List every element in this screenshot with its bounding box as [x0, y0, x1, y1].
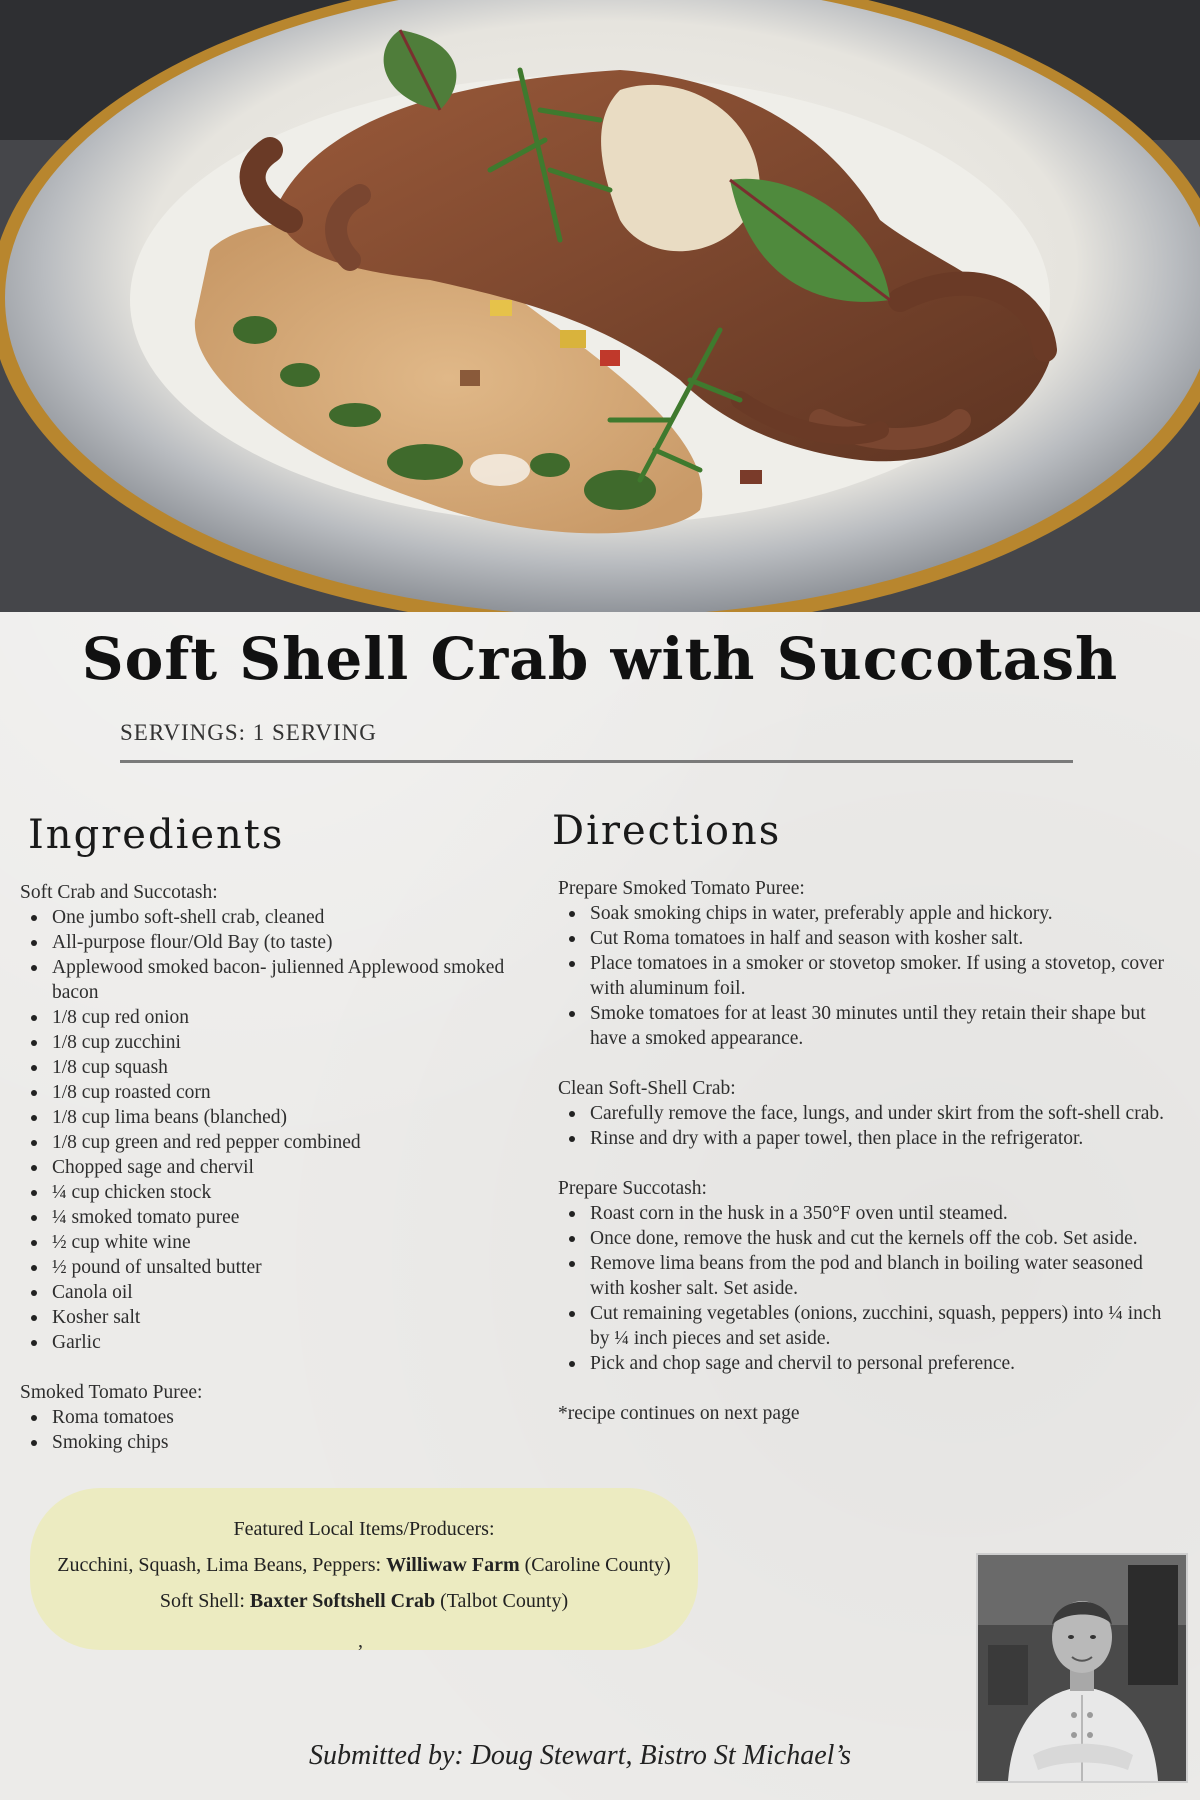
direction-step: Smoke tomatoes for at least 30 minutes until they retain their shape but have a smoked appearance. — [590, 1001, 1180, 1051]
direction-step: Roast corn in the husk in a 350°F oven until steamed. — [590, 1201, 1180, 1226]
direction-section-list — [558, 1201, 1180, 1376]
ingredient-item: ½ pound of unsalted butter — [52, 1255, 540, 1280]
direction-step: Place tomatoes in a smoker or stovetop smoker. If using a stovetop, cover with aluminum foil. — [590, 951, 1180, 1001]
ingredient-item: Garlic — [52, 1330, 540, 1355]
direction-step: Rinse and dry with a paper towel, then place in the refrigerator. — [590, 1126, 1180, 1151]
direction-step: Pick and chop sage and chervil to personal preference. — [590, 1351, 1180, 1376]
ingredient-item: Smoking chips — [52, 1430, 540, 1455]
featured-producers-box — [30, 1488, 698, 1650]
ingredient-section-list — [20, 905, 540, 1355]
ingredient-item: One jumbo soft-shell crab, cleaned — [52, 905, 540, 930]
producer-line-2 — [30, 1590, 698, 1613]
ingredient-section-title: Smoked Tomato Puree: — [20, 1382, 203, 1403]
producer-county: (Caroline County) — [519, 1554, 671, 1576]
producer-items: Zucchini, Squash, Lima Beans, Peppers: — [57, 1554, 387, 1576]
direction-section-list — [558, 1101, 1180, 1151]
direction-section-title: Prepare Smoked Tomato Puree: — [558, 878, 805, 899]
ingredient-item: 1/8 cup roasted corn — [52, 1080, 540, 1105]
ingredient-item: All-purpose flour/Old Bay (to taste) — [52, 930, 540, 955]
direction-section-title: Prepare Succotash: — [558, 1178, 707, 1199]
ingredient-item: 1/8 cup zucchini — [52, 1030, 540, 1055]
recipe-title: Soft Shell Crab with Succotash — [81, 625, 1119, 693]
ingredients-heading: Ingredients — [28, 812, 285, 858]
ingredient-item: 1/8 cup green and red pepper combined — [52, 1130, 540, 1155]
direction-section-title: Clean Soft-Shell Crab: — [558, 1078, 736, 1099]
ingredient-item: Applewood smoked bacon- julienned Applewood smoked bacon — [52, 955, 540, 1005]
ingredient-item: Canola oil — [52, 1280, 540, 1305]
ingredient-item: ¼ cup chicken stock — [52, 1180, 540, 1205]
title-divider — [120, 760, 1073, 763]
ingredient-item: Chopped sage and chervil — [52, 1155, 540, 1180]
direction-step: Cut remaining vegetables (onions, zucchini, squash, peppers) into ¼ inch by ¼ inch pieces and set aside. — [590, 1301, 1180, 1351]
continues-note: *recipe continues on next page — [558, 1403, 800, 1424]
direction-section-list — [558, 901, 1180, 1051]
directions-list — [558, 876, 1180, 1426]
servings-label: SERVINGS: 1 SERVING — [120, 720, 377, 745]
direction-step: Remove lima beans from the pod and blanch in boiling water seasoned with kosher salt. Set aside. — [590, 1251, 1180, 1301]
ingredient-item: 1/8 cup red onion — [52, 1005, 540, 1030]
producer-name: Baxter Softshell Crab — [249, 1590, 436, 1612]
producer-county: (Talbot County) — [435, 1590, 569, 1612]
ingredient-item: ¼ smoked tomato puree — [52, 1205, 540, 1230]
ingredient-item: Roma tomatoes — [52, 1405, 540, 1430]
ingredient-item: 1/8 cup lima beans (blanched) — [52, 1105, 540, 1130]
producer-name: Williwaw Farm — [386, 1554, 520, 1576]
direction-step: Soak smoking chips in water, preferably apple and hickory. — [590, 901, 1180, 926]
ingredient-section-title: Soft Crab and Succotash: — [20, 882, 218, 903]
ingredient-item: Kosher salt — [52, 1305, 540, 1330]
stray-comma: , — [358, 1630, 363, 1652]
ingredient-section-list — [20, 1405, 540, 1455]
ingredient-item: 1/8 cup squash — [52, 1055, 540, 1080]
direction-step: Carefully remove the face, lungs, and under skirt from the soft-shell crab. — [590, 1101, 1180, 1126]
ingredients-list — [20, 880, 540, 1480]
hero-dish-photo — [0, 0, 1200, 612]
ingredient-item: ½ cup white wine — [52, 1230, 540, 1255]
direction-step: Cut Roma tomatoes in half and season with kosher salt. — [590, 926, 1180, 951]
producer-line-1 — [30, 1554, 698, 1577]
direction-step: Once done, remove the husk and cut the kernels off the cob. Set aside. — [590, 1226, 1180, 1251]
submitted-by: Submitted by: Doug Stewart, Bistro St Michael’s — [308, 1740, 852, 1771]
producer-items: Soft Shell: — [159, 1590, 250, 1612]
directions-heading: Directions — [552, 808, 782, 854]
producers-heading: Featured Local Items/Producers: — [233, 1518, 495, 1540]
plated-crab-illustration — [0, 0, 1200, 612]
